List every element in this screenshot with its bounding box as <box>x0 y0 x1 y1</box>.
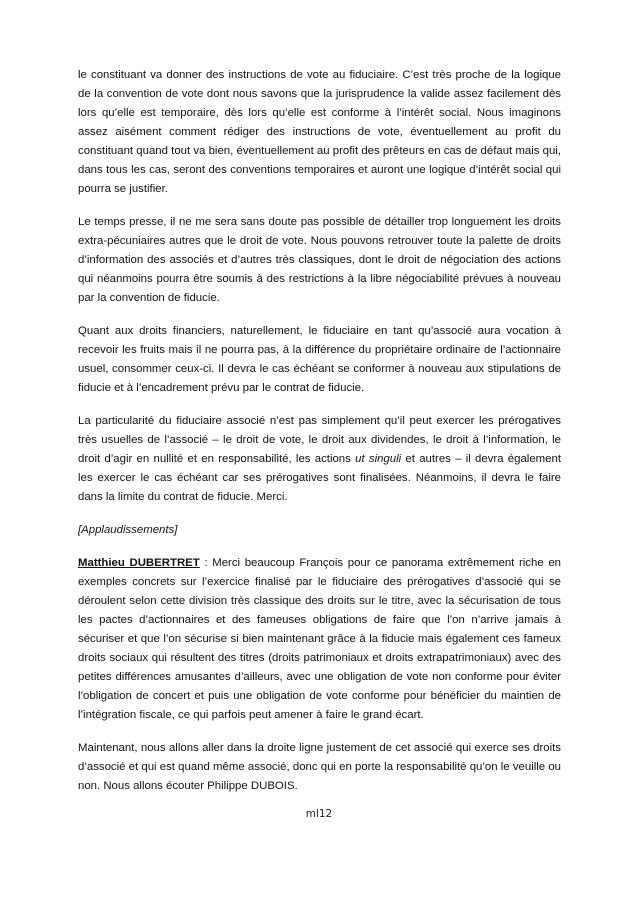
paragraph-financial-rights-text: Quant aux droits financiers, naturellement, le fiduciaire en tant qu’associé aura vocation à recevoir les fruits mais il ne pourra pas, à la différence du propriétaire ordinaire de l’actionnaire usuel, consommer ceux-ci. Il devra le cas échéant se conformer à nouveau aux stipulations de fiducie et à l’encadrement prévu par le contrat de fiducie. <box>78 325 561 394</box>
paragraph-particularity <box>78 412 561 507</box>
speaker-name: Matthieu DUBERTRET <box>78 557 200 569</box>
speaker-response-text: : Merci beaucoup François pour ce panorama extrêmement riche en exemples concrets sur l’exercice finalisé par le fiduciaire des prérogatives d’associé qui se déroulent selon cette division très classique des droits sur le titre, avec la sécurisation de tous les pactes d’actionnaires et des fameuses obligations de faire que l’on n’arrive jamais à sécuriser et que l’on sécurise si bien maintenant grâce à la fiducie mais également ces fameux droits sociaux qui résultent des titres (droits patrimoniaux et droits extrapatrimoniaux) avec des petites différences amusantes d’ailleurs, avec une obligation de vote non conforme pour éviter l’obligation de concert et puis une obligation de vote conforme pour bénéficier du maintien de l’intégration fiscale, ce qui parfois peut amener à faire le grand écart. <box>78 557 561 721</box>
applause-note: [Applaudissements] <box>78 524 178 536</box>
page-number-label: ml12 <box>305 808 333 820</box>
page-footer <box>0 808 638 820</box>
paragraph-particularity-start: La particularité du fiduciaire associé n’est pas simplement qu’il peut exercer les prérogatives très usuelles de l’associé – le droit de vote, le droit aux dividendes, le droit à l’information, le droit d’agir en nullité et en responsabilité, les actions <box>78 415 561 465</box>
paragraph-speaker-response <box>78 554 561 725</box>
latin-term-ut-singuli: ut singuli <box>355 453 402 465</box>
document-page <box>78 66 561 810</box>
paragraph-extra-pecuniary-rights: Le temps presse, il ne me sera sans doute pas possible de détailler trop longuement les droits extra-pécuniaires autres que le droit de vote. Nous pouvons retrouver toute la palette de droits d’information des associés et d’autres très classiques, dont le droit de négociation des actions qui néanmoins pourra être soumis à des restrictions à la libre négociabilité prévues à nouveau par la convention de fiducie. <box>78 216 561 304</box>
paragraph-financial-rights <box>78 322 561 398</box>
paragraph-voting-instructions: le constituant va donner des instructions de vote au fiduciaire. C’est très proche de la logique de la convention de vote dont nous savons que la jurisprudence la valide assez facilement dès lors qu’elle est temporaire, dès lors qu’elle est conforme à l’intérêt social. Nous imaginons assez aisément comment rédiger des instructions de vote, éventuellement au profit du constituant quand tout va bien, éventuellement au profit des prêteurs en cas de défaut mais qui, dans tous les cas, seront des conventions temporaires et auront une logique d’intérêt social qui pourra se justifier. <box>78 69 561 195</box>
paragraph-particularity-end: et autres – il devra également les exercer le cas échéant car ses prérogatives sont finalisées. Néanmoins, il devra le faire dans la limite du contrat de fiducie. Merci. <box>78 453 561 503</box>
paragraph-next-speaker: Maintenant, nous allons aller dans la droite ligne justement de cet associé qui exerce ses droits d’associé et qui est quand même associé, donc qui en porte la responsabilité qu’on le veuille ou non. Nous allons écouter Philippe DUBOIS. <box>78 742 561 792</box>
